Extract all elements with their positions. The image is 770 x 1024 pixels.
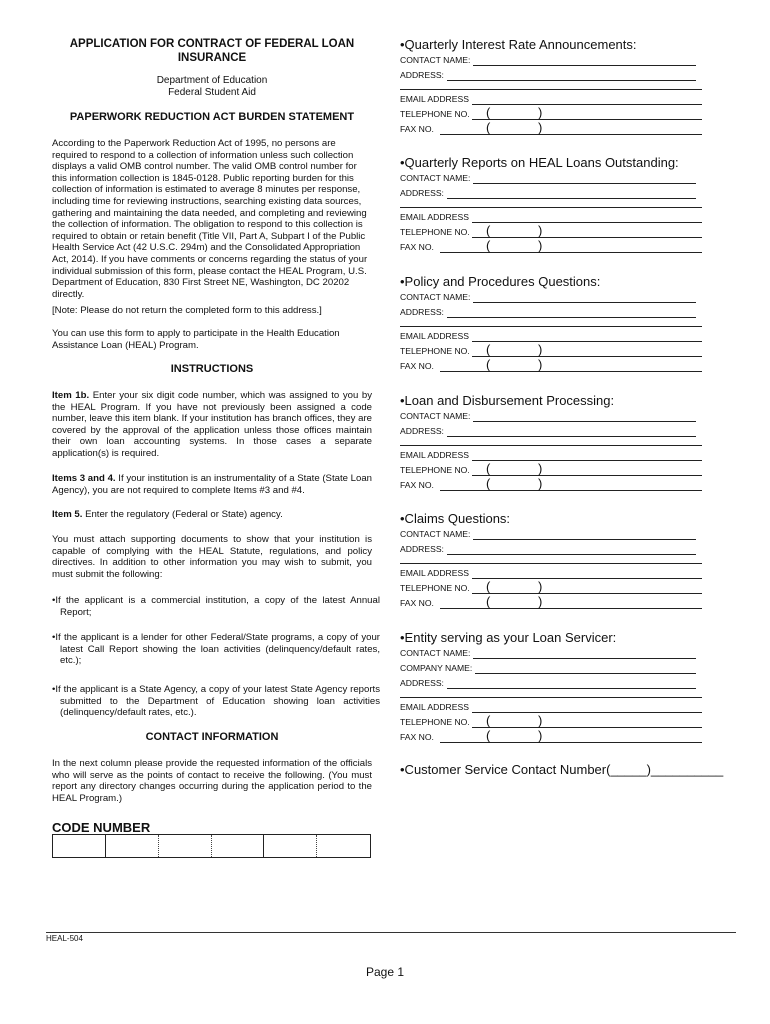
section-3-fax-label: FAX NO. — [400, 361, 434, 371]
section-6-contact-name-field[interactable] — [473, 658, 696, 659]
item-5-text: Enter the regulatory (Federal or State) agency. — [82, 509, 283, 520]
item-1b-instruction — [52, 390, 372, 460]
section-4-telephone-close-paren: ) — [538, 461, 543, 476]
item-3-4-text: If your institution is an instrumentality of a State (State Loan Agency), you are not required to complete Items #3 and #4. — [52, 473, 372, 496]
section-5-fax-close-paren: ) — [538, 594, 543, 609]
code-digit-3-divider — [211, 835, 212, 857]
section-3-fax-open-paren: ( — [486, 357, 491, 372]
section-4-telephone-label: TELEPHONE NO. — [400, 465, 470, 475]
section-4-fax-close-paren: ) — [538, 476, 543, 491]
section-6-company-name-field[interactable] — [475, 673, 696, 674]
bullet-call-report: •If the applicant is a lender for other Federal/State programs, a copy of your latest Call Report showing the loan activities (delinquency/default rates, etc.); — [52, 632, 380, 667]
section-3-fax-close-paren: ) — [538, 357, 543, 372]
section-4-contact-name-label: CONTACT NAME: — [400, 411, 471, 421]
item-3-4-instruction — [52, 473, 372, 496]
section-3-telephone-open-paren: ( — [486, 342, 491, 357]
section-4-fax-open-paren: ( — [486, 476, 491, 491]
section-2-telephone-label: TELEPHONE NO. — [400, 227, 470, 237]
prs-body: According to the Paperwork Reduction Act of 1995, no persons are required to respond to a collection of information unless such collection displays a valid OMB control number. The valid OMB control number for this information collection is 1845-0128. Public reporting burden for this collection of information is estimated to average 8 minutes per response, including time for reviewing instructions, searching existing data sources, gathering and maintaining the data needed, and completing and reviewing the collection of information. The obligation to respond to this collection is required to obtain or retain benefit (Title VII, Part A, Subpart I of the Public Health Service Act (42 U.S.C. 294m) and the Consolidated Appropriation Act, 2014). If you have comments or concerns regarding the status of your individual submission of this form, please contact the HEAL Program, U.S. Department of Education, 830 First Street NE, Washington, DC 20202 directly. — [52, 138, 368, 300]
code-digit-4-divider — [263, 835, 264, 857]
section-2-telephone-open-paren: ( — [486, 223, 491, 238]
section-4-heading: •Loan and Disbursement Processing: — [400, 393, 615, 408]
code-number-label: CODE NUMBER — [52, 820, 151, 835]
section-4-email-field[interactable] — [472, 460, 702, 461]
section-3-telephone-close-paren: ) — [538, 342, 543, 357]
section-1-email-label: EMAIL ADDRESS — [400, 94, 469, 104]
code-digit-1-divider — [105, 835, 106, 857]
section-6-address-label: ADDRESS: — [400, 678, 444, 688]
section-2-address-label: ADDRESS: — [400, 188, 444, 198]
section-1-telephone-open-paren: ( — [486, 105, 491, 120]
section-1-fax-open-paren: ( — [486, 120, 491, 135]
section-3-address-line-2[interactable] — [400, 326, 702, 327]
section-4-fax-field[interactable] — [440, 490, 702, 491]
item-5-label: Item 5. — [52, 509, 83, 520]
section-4-address-label: ADDRESS: — [400, 426, 444, 436]
section-2-email-label: EMAIL ADDRESS — [400, 212, 469, 222]
instructions-heading: INSTRUCTIONS — [170, 363, 254, 375]
section-5-heading: •Claims Questions: — [400, 511, 511, 526]
section-6-telephone-close-paren: ) — [538, 713, 543, 728]
customer-service-contact[interactable]: •Customer Service Contact Number(_____)__________ — [400, 762, 724, 777]
section-5-contact-name-field[interactable] — [473, 539, 696, 540]
section-1-address-label: ADDRESS: — [400, 70, 444, 80]
section-6-email-label: EMAIL ADDRESS — [400, 702, 469, 712]
section-4-telephone-open-paren: ( — [486, 461, 491, 476]
form-id: HEAL-504 — [46, 934, 83, 943]
section-5-email-label: EMAIL ADDRESS — [400, 568, 469, 578]
section-1-fax-label: FAX NO. — [400, 124, 434, 134]
section-2-fax-close-paren: ) — [538, 238, 543, 253]
section-3-contact-name-field[interactable] — [473, 302, 696, 303]
section-2-contact-name-label: CONTACT NAME: — [400, 173, 471, 183]
section-1-contact-name-label: CONTACT NAME: — [400, 55, 471, 65]
prs-heading: PAPERWORK REDUCTION ACT BURDEN STATEMENT — [69, 111, 355, 123]
section-1-telephone-close-paren: ) — [538, 105, 543, 120]
section-2-address-line-2[interactable] — [400, 207, 702, 208]
contact-info-paragraph: In the next column please provide the requested information of the officials who will serve as the points of contact to receive the following. (You must report any directory changes occurring during the application period to the HEAL Program.) — [52, 758, 372, 804]
section-6-email-field[interactable] — [472, 712, 702, 713]
section-1-telephone-field[interactable] — [472, 119, 702, 120]
form-title: APPLICATION FOR CONTRACT OF FEDERAL LOAN INSURANCE — [69, 38, 355, 64]
section-5-telephone-label: TELEPHONE NO. — [400, 583, 470, 593]
section-1-address-field[interactable] — [447, 80, 696, 81]
section-5-telephone-close-paren: ) — [538, 579, 543, 594]
section-4-contact-name-field[interactable] — [473, 421, 696, 422]
section-6-fax-open-paren: ( — [486, 728, 491, 743]
section-2-contact-name-field[interactable] — [473, 183, 696, 184]
agency-name: Federal Student Aid — [168, 87, 256, 98]
item-1b-text: Enter your six digit code number, which was assigned to you by the HEAL Program. If you have not previously been assigned a code number, leave this item blank. If your institution has branch offices, they are covered by the approval of the application unless those offices maintain their own loan accounting systems. In those cases a separate application(s) is required. — [52, 390, 372, 459]
section-6-fax-close-paren: ) — [538, 728, 543, 743]
section-6-address-line-2[interactable] — [400, 697, 702, 698]
section-6-address-field[interactable] — [447, 688, 696, 689]
section-5-address-line-2[interactable] — [400, 563, 702, 564]
section-3-telephone-field[interactable] — [472, 356, 702, 357]
section-6-telephone-label: TELEPHONE NO. — [400, 717, 470, 727]
section-5-contact-name-label: CONTACT NAME: — [400, 529, 471, 539]
section-5-address-field[interactable] — [447, 554, 696, 555]
section-3-email-field[interactable] — [472, 341, 702, 342]
prs-note: [Note: Please do not return the completed form to this address.] — [52, 305, 322, 316]
section-4-address-line-2[interactable] — [400, 445, 702, 446]
contact-info-heading: CONTACT INFORMATION — [145, 731, 279, 743]
section-6-heading: •Entity serving as your Loan Servicer: — [400, 630, 617, 645]
section-3-address-field[interactable] — [447, 317, 696, 318]
section-1-telephone-label: TELEPHONE NO. — [400, 109, 470, 119]
section-5-fax-open-paren: ( — [486, 594, 491, 609]
page-number: Page 1 — [366, 965, 405, 979]
section-2-fax-open-paren: ( — [486, 238, 491, 253]
item-5-instruction — [52, 509, 372, 521]
section-1-email-field[interactable] — [472, 104, 702, 105]
section-3-fax-field[interactable] — [440, 371, 702, 372]
section-6-telephone-open-paren: ( — [486, 713, 491, 728]
section-2-email-field[interactable] — [472, 222, 702, 223]
section-2-fax-label: FAX NO. — [400, 242, 434, 252]
section-1-address-line-2[interactable] — [400, 89, 702, 90]
section-5-telephone-field[interactable] — [472, 593, 702, 594]
section-1-contact-name-field[interactable] — [473, 65, 696, 66]
section-2-fax-field[interactable] — [440, 252, 702, 253]
section-6-contact-name-label: CONTACT NAME: — [400, 648, 471, 658]
section-1-fax-close-paren: ) — [538, 120, 543, 135]
bullet-annual-report: •If the applicant is a commercial institution, a copy of the latest Annual Report; — [52, 595, 380, 618]
code-number-boxes — [52, 834, 371, 858]
section-4-fax-label: FAX NO. — [400, 480, 434, 490]
section-5-email-field[interactable] — [472, 578, 702, 579]
bullet-state-agency: •If the applicant is a State Agency, a copy of your latest State Agency reports submitted to the Department of Education showing loan activities (delinquency/default rates, etc.). — [52, 684, 380, 719]
use-form-paragraph: You can use this form to apply to participate in the Health Education Assistance Loan (HEAL) Program. — [52, 328, 340, 351]
code-digit-5-divider — [316, 835, 317, 857]
section-2-telephone-close-paren: ) — [538, 223, 543, 238]
section-5-address-label: ADDRESS: — [400, 544, 444, 554]
section-2-address-field[interactable] — [447, 198, 696, 199]
attach-documents-paragraph: You must attach supporting documents to show that your institution is capable of complying with the HEAL Statute, regulations, and policy directives. In addition to other information you may wish to submit, you must submit the following: — [52, 534, 372, 580]
section-6-fax-field[interactable] — [440, 742, 702, 743]
section-5-telephone-open-paren: ( — [486, 579, 491, 594]
section-2-heading: •Quarterly Reports on HEAL Loans Outstanding: — [400, 155, 679, 170]
section-3-contact-name-label: CONTACT NAME: — [400, 292, 471, 302]
footer-divider — [46, 932, 736, 933]
section-2-telephone-field[interactable] — [472, 237, 702, 238]
item-3-4-label: Items 3 and 4. — [52, 473, 116, 484]
section-4-address-field[interactable] — [447, 436, 696, 437]
section-3-telephone-label: TELEPHONE NO. — [400, 346, 470, 356]
section-6-fax-label: FAX NO. — [400, 732, 434, 742]
section-5-fax-label: FAX NO. — [400, 598, 434, 608]
code-digit-2-divider — [158, 835, 159, 857]
section-1-fax-field[interactable] — [440, 134, 702, 135]
section-1-heading: •Quarterly Interest Rate Announcements: — [400, 37, 637, 52]
section-3-address-label: ADDRESS: — [400, 307, 444, 317]
section-3-email-label: EMAIL ADDRESS — [400, 331, 469, 341]
section-4-telephone-field[interactable] — [472, 475, 702, 476]
item-1b-label: Item 1b. — [52, 390, 90, 401]
section-3-heading: •Policy and Procedures Questions: — [400, 274, 601, 289]
department-name: Department of Education — [156, 75, 268, 86]
section-5-fax-field[interactable] — [440, 608, 702, 609]
section-4-email-label: EMAIL ADDRESS — [400, 450, 469, 460]
section-6-telephone-field[interactable] — [472, 727, 702, 728]
section-6-company-name-label: COMPANY NAME: — [400, 663, 473, 673]
